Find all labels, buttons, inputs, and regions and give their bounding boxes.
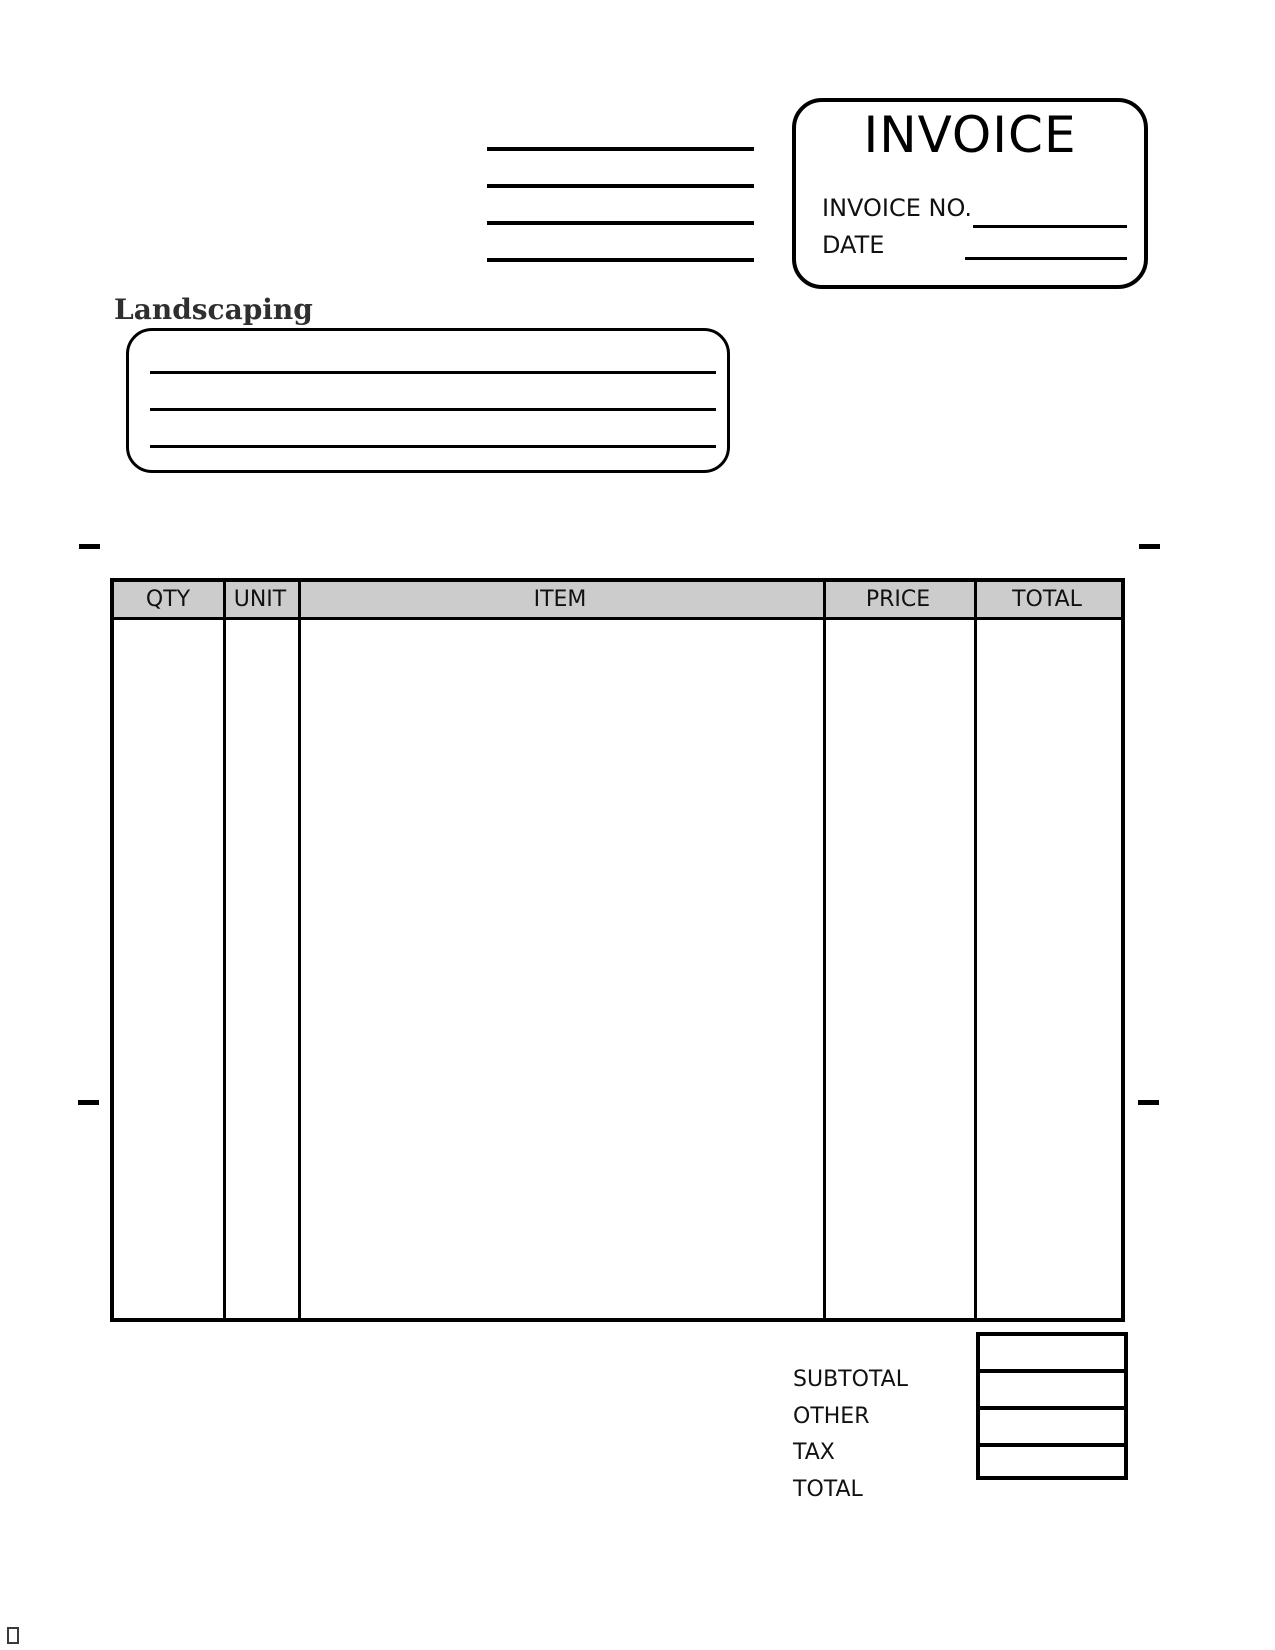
totals-amount-box <box>976 1332 1128 1480</box>
recipient-writein-line-1[interactable] <box>150 371 716 374</box>
items-column-item-cells[interactable] <box>301 620 823 1318</box>
company-heading: Landscaping <box>114 293 313 326</box>
column-header-qty: QTY <box>145 587 191 612</box>
recipient-box <box>126 328 730 473</box>
totals-cell-other[interactable] <box>980 1373 1124 1406</box>
tax-label: TAX <box>793 1440 835 1465</box>
missing-glyph-artifact <box>7 1627 19 1644</box>
sender-writein-line-1[interactable] <box>487 147 754 151</box>
date-label: DATE <box>822 231 885 259</box>
recipient-writein-line-2[interactable] <box>150 408 716 411</box>
items-column-unit-cells[interactable] <box>226 620 298 1318</box>
invoice-no-writein-line[interactable] <box>973 225 1127 228</box>
sender-writein-line-3[interactable] <box>487 221 754 225</box>
column-header-item: ITEM <box>533 587 587 612</box>
invoice-no-label: INVOICE NO. <box>822 194 973 222</box>
items-column-qty-cells[interactable] <box>114 620 223 1318</box>
fold-mark-right-lower <box>1138 1100 1159 1105</box>
sender-writein-line-2[interactable] <box>487 184 754 188</box>
date-writein-line[interactable] <box>965 257 1127 260</box>
totals-cell-tax[interactable] <box>980 1410 1124 1443</box>
fold-mark-left-lower <box>78 1100 99 1105</box>
column-header-unit: UNIT <box>233 587 287 612</box>
fold-mark-left-upper <box>79 544 100 549</box>
subtotal-label: SUBTOTAL <box>793 1367 908 1392</box>
items-column-price-cells[interactable] <box>826 620 974 1318</box>
invoice-title: INVOICE <box>863 106 1077 164</box>
totals-cell-total[interactable] <box>980 1447 1124 1480</box>
line-items-table <box>110 578 1125 1322</box>
total-label: TOTAL <box>793 1477 863 1502</box>
items-column-total-cells[interactable] <box>977 620 1121 1318</box>
other-label: OTHER <box>793 1404 870 1429</box>
totals-cell-subtotal[interactable] <box>980 1336 1124 1369</box>
column-header-total: TOTAL <box>1012 587 1082 612</box>
sender-writein-line-4[interactable] <box>487 258 754 262</box>
column-header-price: PRICE <box>865 587 931 612</box>
fold-mark-right-upper <box>1139 544 1160 549</box>
recipient-writein-line-3[interactable] <box>150 445 716 448</box>
invoice-header-panel <box>792 98 1148 289</box>
